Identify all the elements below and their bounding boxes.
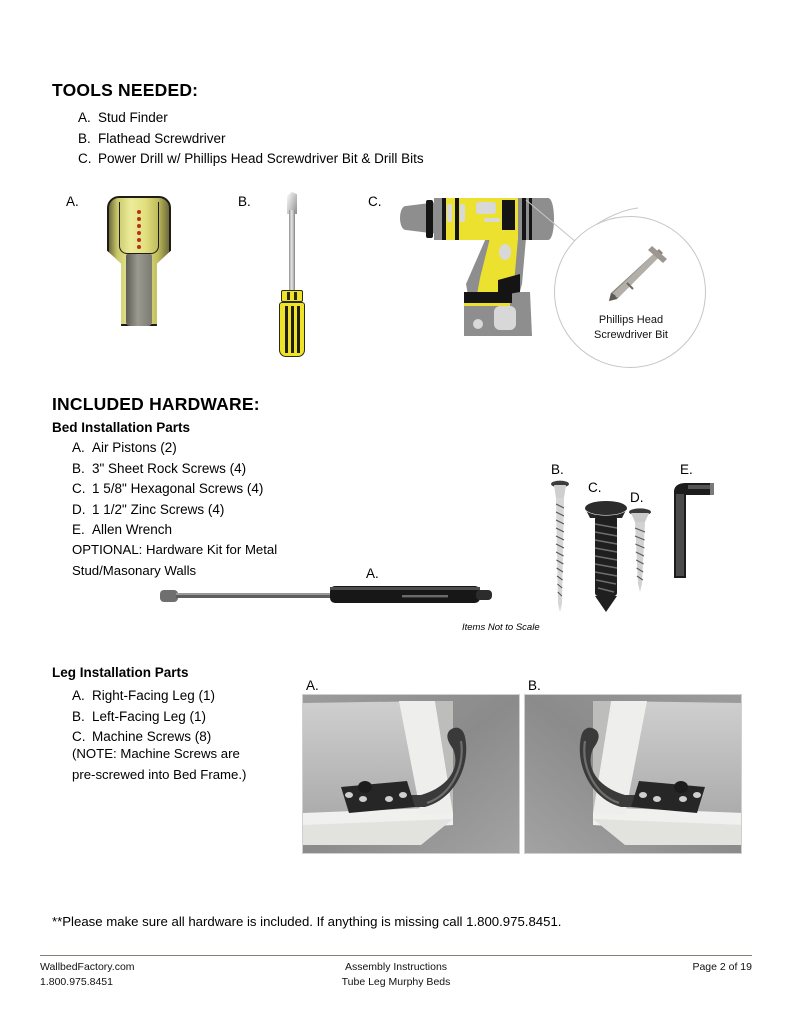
list-item-letter: A. [72, 440, 85, 455]
machine-screws-note-line2: pre-screwed into Bed Frame.) [72, 766, 247, 782]
items-not-to-scale-note: Items Not to Scale [462, 622, 540, 633]
allen-wrench-illustration [666, 478, 718, 588]
list-item [72, 520, 263, 541]
air-piston-illustration [152, 578, 500, 612]
phillips-bit-callout [554, 216, 706, 368]
stud-finder-led [137, 210, 141, 214]
optional-hardware-line1: OPTIONAL: Hardware Kit for Metal [72, 542, 278, 557]
hardware-figure-label-c: C. [588, 480, 602, 495]
phillips-head-bit-icon [597, 243, 671, 305]
stud-finder-grip [126, 254, 152, 326]
callout-caption-line2: Screwdriver Bit [594, 329, 668, 341]
screwdriver-collar [281, 290, 303, 302]
right-facing-leg-image [303, 695, 520, 854]
stud-finder-led [137, 238, 141, 242]
flathead-screwdriver-illustration [272, 192, 312, 357]
hardware-figure-label-e: E. [680, 462, 693, 477]
list-item [78, 129, 424, 150]
list-item-label: Air Pistons (2) [92, 440, 177, 455]
footer-divider [40, 955, 752, 956]
bed-installation-parts-heading: Bed Installation Parts [52, 420, 191, 435]
list-item-label: Right-Facing Leg (1) [92, 688, 216, 703]
list-item [78, 149, 424, 170]
list-item-label: Left-Facing Leg (1) [92, 708, 207, 724]
list-item-letter: A. [78, 110, 91, 125]
list-item-letter: D. [72, 501, 86, 517]
list-item-letter: B. [72, 460, 85, 476]
left-facing-leg-photo [524, 694, 742, 854]
footer-page-number: Page 2 of 19 [692, 961, 752, 973]
machine-screws-note-line1: (NOTE: Machine Screws are [72, 746, 240, 761]
list-item [72, 479, 263, 500]
list-item-label: 3" Sheet Rock Screws (4) [92, 460, 247, 476]
tool-figure-label-a: A. [66, 194, 79, 209]
list-item-label: Stud Finder [98, 110, 168, 125]
footer-website: WallbedFactory.com [40, 961, 135, 973]
footer-doc-subtitle: Tube Leg Murphy Beds [341, 975, 451, 988]
tool-figure-label-b: B. [238, 194, 251, 209]
screwdriver-handle-stripe [285, 306, 288, 353]
tools-needed-list [78, 108, 424, 170]
screwdriver-shaft [289, 210, 295, 292]
list-item-letter: B. [78, 130, 91, 146]
list-item-label: Power Drill w/ Phillips Head Screwdriver Bit & Drill Bits [98, 151, 424, 166]
optional-hardware-line2: Stud/Masonary Walls [72, 562, 197, 578]
hardware-figure-label-b: B. [551, 462, 564, 477]
leg-photo-label-b: B. [528, 678, 541, 693]
zinc-screw-illustration [624, 506, 658, 598]
stud-finder-led [137, 231, 141, 235]
footer-doc-title: Assembly Instructions [344, 961, 448, 973]
list-item [72, 459, 263, 480]
leg-photo-label-a: A. [306, 678, 319, 693]
list-item-letter: C. [72, 729, 86, 744]
list-item-letter: C. [72, 481, 86, 496]
stud-finder-led [137, 224, 141, 228]
list-item-letter: C. [78, 151, 92, 166]
leg-installation-parts-list [72, 686, 215, 748]
list-item [72, 686, 215, 707]
right-facing-leg-photo [302, 694, 520, 854]
tool-figure-label-c: C. [368, 194, 382, 209]
list-item-label: Flathead Screwdriver [98, 130, 226, 146]
left-facing-leg-image [525, 695, 742, 854]
list-item [72, 438, 263, 459]
hardware-check-notice: **Please make sure all hardware is included. If anything is missing call 1.800.975.8451. [52, 914, 562, 929]
list-item [78, 108, 424, 129]
list-item-label: Machine Screws (8) [92, 729, 212, 744]
stud-finder-illustration [100, 196, 178, 326]
list-item-letter: A. [72, 688, 85, 703]
bed-installation-parts-list [72, 438, 263, 541]
list-item [72, 707, 215, 728]
hardware-figure-label-d: D. [630, 490, 644, 505]
screwdriver-handle-stripe [291, 306, 294, 353]
leg-installation-parts-heading: Leg Installation Parts [52, 665, 189, 680]
list-item-letter: E. [72, 522, 85, 537]
tools-needed-heading: TOOLS NEEDED: [52, 80, 199, 100]
machine-screws-note [72, 744, 246, 785]
list-item-letter: B. [72, 708, 85, 724]
list-item [72, 500, 263, 521]
footer-phone: 1.800.975.8451 [40, 975, 113, 988]
hardware-figure-label-a: A. [366, 566, 379, 581]
list-item-label: 1 5/8" Hexagonal Screws (4) [92, 481, 264, 496]
list-item-label: 1 1/2" Zinc Screws (4) [92, 501, 225, 517]
included-hardware-heading: INCLUDED HARDWARE: [52, 394, 260, 414]
screwdriver-handle-stripe [297, 306, 300, 353]
callout-caption [555, 313, 707, 343]
stud-finder-led [137, 245, 141, 249]
callout-caption-line1: Phillips Head [598, 314, 664, 326]
list-item-label: Allen Wrench [92, 522, 173, 537]
optional-hardware-note [72, 540, 277, 581]
stud-finder-led [137, 217, 141, 221]
